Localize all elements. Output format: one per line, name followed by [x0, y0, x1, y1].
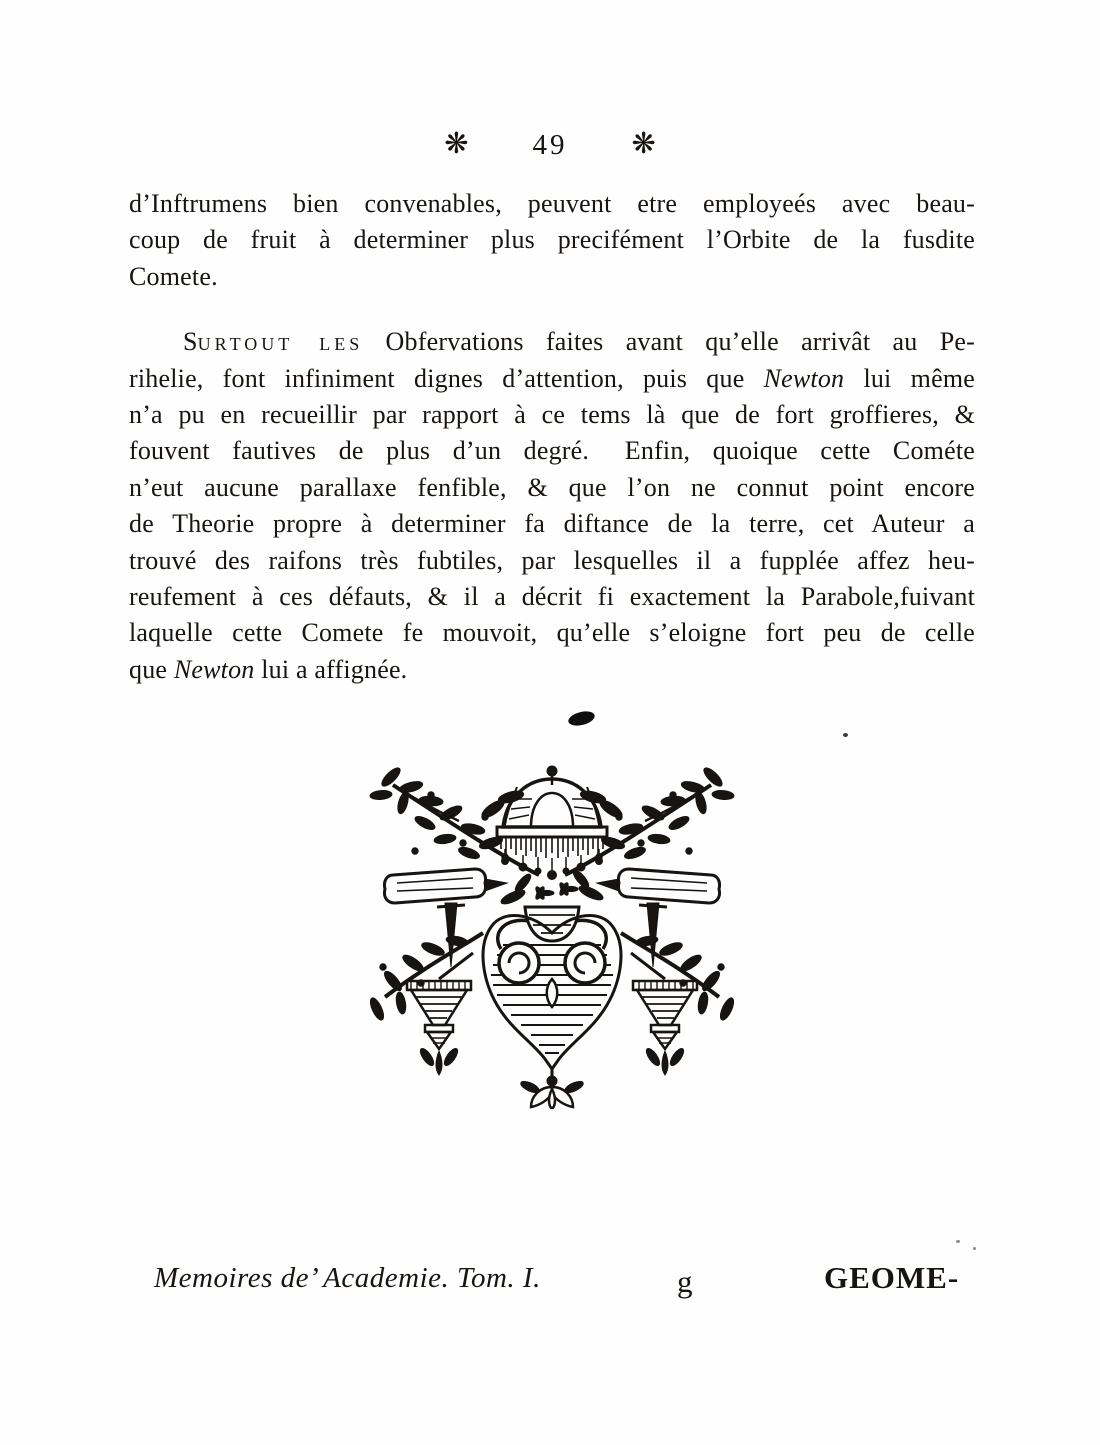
text-segment: Newton [763, 363, 845, 393]
text-segment: lui a affignée. [254, 654, 408, 684]
ink-blot [567, 709, 596, 728]
text-segment: de Theorie propre à determiner fa diftance de la terre, cet Auteur a [129, 509, 975, 539]
text-line [129, 579, 975, 615]
text-segment: rihelie, font infiniment dignes d’attention, puis que [129, 363, 764, 393]
text-line [129, 470, 975, 506]
text-line [129, 397, 975, 433]
text-segment: n’eut aucune parallaxe fenfible, & que l’on ne connut point encore [129, 472, 975, 502]
text-segment: reufement à ces défauts, & il a décrit fi exactement la Parabole,fuivant [129, 582, 975, 612]
text-segment: n’a pu en recueillir par rapport à ce tems là que de fort groffieres, & [129, 400, 975, 430]
text-line [129, 615, 975, 651]
text-segment: trouvé des raifons très fubtiles, par lesquelles il a fupplée affez heu- [129, 545, 975, 575]
catchword: GEOME- [824, 1260, 960, 1295]
text-segment: d’Inftrumens bien convenables, peuvent etre employeés avec beau- [129, 189, 975, 218]
text-line [129, 324, 975, 360]
page-number: 49 [532, 129, 568, 161]
text-line [129, 259, 975, 295]
text-segment: Comete. [129, 261, 218, 291]
text-segment: Newton [173, 654, 255, 684]
running-title: Memoires de’ Academie. Tom. I. [154, 1262, 541, 1294]
text-line [129, 506, 975, 542]
ink-speck [973, 1247, 976, 1250]
text-line [129, 222, 975, 258]
text-segment: S [183, 327, 198, 357]
text-segment: laquelle cette Comete fe mouvoit, qu’elle s’eloigne fort peu de celle [129, 618, 975, 648]
fleuron-ornament-right-icon: ❋ [631, 126, 656, 160]
text-segment: coup de fruit à determiner plus precifément l’Orbite de la fusdite [129, 225, 975, 255]
text-segment: que [129, 654, 174, 684]
signature-mark: g [677, 1264, 693, 1299]
floral-tailpiece-ornament [333, 757, 771, 1109]
text-line [129, 433, 975, 469]
ink-speck [956, 1240, 960, 1243]
para-2 [129, 324, 975, 688]
fleuron-ornament-left-icon: ❋ [444, 126, 469, 160]
text-segment: urtout les [197, 327, 364, 357]
ink-speck [843, 733, 848, 737]
text-block [129, 186, 975, 688]
text-line [129, 543, 975, 579]
page-header [0, 126, 1100, 161]
text-segment: fouvent fautives de plus d’un degré. Enfin, quoique cette Cométe [129, 436, 975, 466]
text-line [129, 186, 975, 222]
text-line [129, 361, 975, 397]
text-segment: lui même [844, 363, 975, 393]
text-line [129, 652, 975, 688]
text-segment: Obfervations faites avant qu’elle arrivât au Pe- [363, 327, 976, 357]
para-1 [129, 186, 975, 295]
